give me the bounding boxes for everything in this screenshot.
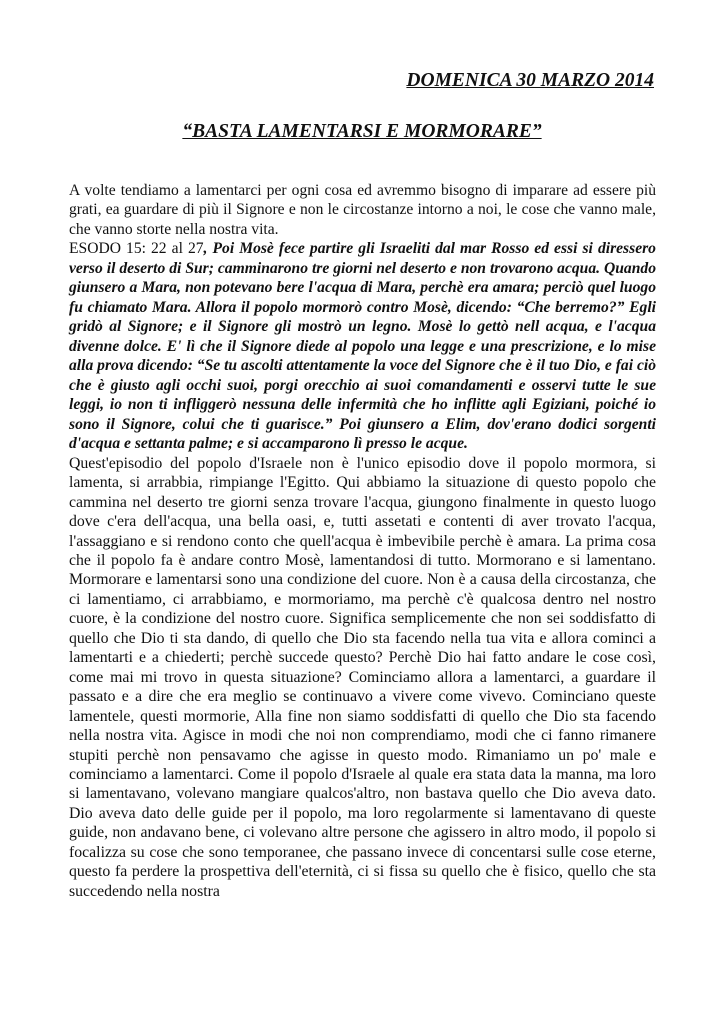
scripture-reference: ESODO 15: 22 al 27 <box>69 240 204 258</box>
scripture-quote: , Poi Mosè fece partire gli Israeliti dal mar Rosso ed essi si diressero verso il deserto di Sur; camminarono tre giorni nel deserto e non trovarono acqua. Quando giunsero a Mara, non potevano bere l'acqua di Mara, perchè era amara; perciò quel luogo fu chiamato Mara. Allora il popolo mormorò contro Mosè, dicendo: “Che berremo?” Egli gridò al Signore; e il Signore gli mostrò un legno. Mosè lo gettò nell acqua, e l'acqua divenne dolce. E' lì che il Signore diede al popolo una legge e una prescrizione, e lo mise alla prova dicendo: “Se tu ascolti attentamente la voce del Signore che è il tuo Dio, e fai ciò che è giusto agli occhi suoi, porgi orecchio ai suoi comandamenti e osservi tutte le sue leggi, io non ti infliggerò nessuna delle infermità che ho inflitte agli Egiziani, poiché io sono il Signore, colui che ti guarisce.” Poi giunsero a Elim, dov'erano dodici sorgenti d'acqua e settanta palme; e si accamparono lì presso le acque. <box>69 240 656 453</box>
intro-paragraph: A volte tendiamo a lamentarci per ogni cosa ed avremmo bisogno di imparare ad essere più grati, ea guardare di più il Signore e non le circostanze intorno a noi, le cose che vanno male, che vanno storte nella nostra vita. <box>69 182 656 238</box>
scripture-paragraph <box>69 239 656 454</box>
date-heading: DOMENICA 30 MARZO 2014 <box>406 70 654 91</box>
sermon-title: “BASTA LAMENTARSI E MORMORARE” <box>182 121 542 142</box>
commentary-paragraph: Quest'episodio del popolo d'Israele non è l'unico episodio dove il popolo mormora, si lamenta, si arrabbia, rimpiange l'Egitto. Qui abbiamo la situazione di questo popolo che cammina nel deserto tre giorni senza trovare l'acqua, giungono finalmente in questo luogo dove c'era dell'acqua, una bella oasi, e, tutti assetati e contenti di aver trovato l'acqua, l'assaggiano e si rendono conto che quell'acqua è imbevibile perchè è amara. La prima cosa che il popolo fa è andare contro Mosè, lamentandosi di tutto. Mormorano e si lamentano. Mormorare e lamentarsi sono una condizione del cuore. Non è a causa della circostanza, che ci lamentiamo, ci arrabbiamo, e mormoriamo, ma perchè c'è qualcosa dentro nel nostro cuore, è la condizione del nostro cuore. Significa semplicemente che non sei soddisfatto di quello che Dio ti sta dando, di quello che Dio sta facendo nella tua vita e allora cominci a lamentarti e a chiederti; perchè succede questo? Perchè Dio hai fatto andare le cose così, come mai mi trovo in questa situazione? Cominciamo allora a lamentarci, a guardare il passato e a dire che era meglio se continuavo a vivere come vivevo. Cominciano queste lamentele, questi mormorie, Alla fine non siamo soddisfatti di quello che Dio sta facendo nella nostra vita. Agisce in modi che noi non comprendiamo, modi che ci fanno rimanere stupiti perchè non pensavamo che agisse in questo modo. Rimaniamo un po' male e cominciamo a lamentarci. Come il popolo d'Israele al quale era stata data la manna, ma loro si lamentavano, volevano mangiare qualcos'altro, non bastava quello che Dio aveva dato. Dio aveva dato delle guide per il popolo, ma loro regolarmente si lamentavano di queste guide, non andavano bene, ci volevano altre persone che agissero in altro modo, il popolo si focalizza su cose che sono temporanee, che passano invece di concentarsi sulle cose eterne, questo fa perdere la prospettiva dell'eternità, ci si fissa su quello che è fisico, quello che sta succedendo nella nostra <box>69 454 656 900</box>
document-body <box>69 181 656 901</box>
